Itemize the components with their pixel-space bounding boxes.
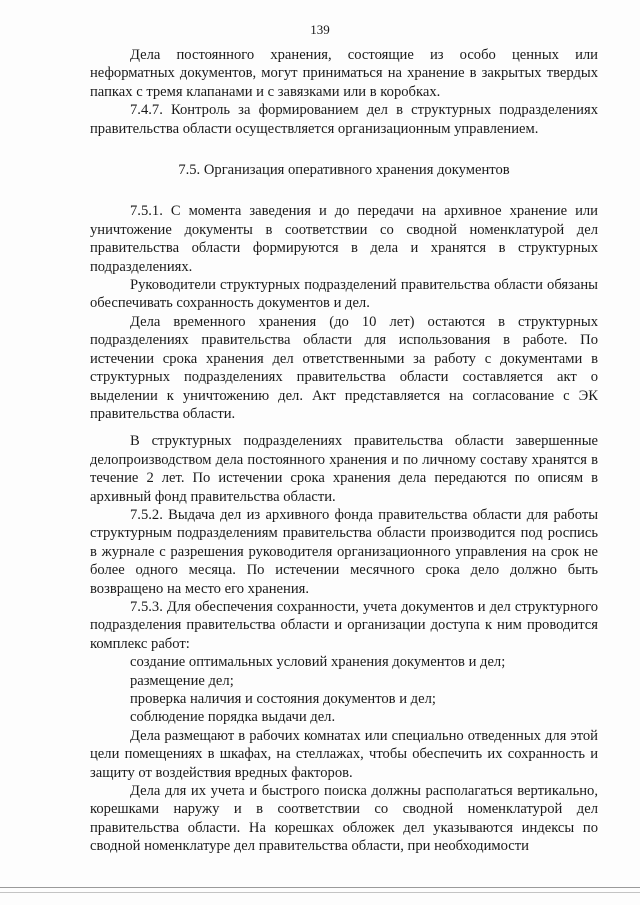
paragraph-heads-responsibility: Руководители структурных подразделений правительства области обязаны обеспечивать сохранность документов и дел. — [90, 277, 598, 312]
scan-edge-line — [0, 887, 640, 888]
list-item-inspection: проверка наличия и состояния документов и дел; — [130, 691, 436, 707]
paragraph-vertical-arrangement: Дела для их учета и быстрого поиска должны располагаться вертикально, корешками наружу и в соответствии со сводной номенклатурой дел правительства области. На корешках обложек дел указываются индексы по сводной номенклатуре дел правительства области, при необходимости — [90, 783, 598, 855]
paragraph-7-5-3: 7.5.3. Для обеспечения сохранности, учета документов и дел структурного подразделения правительства области и организации доступа к ним проводится комплекс работ: — [90, 598, 598, 652]
list-item-issue-order: соблюдение порядка выдачи дел. — [130, 709, 336, 726]
paragraph-permanent-storage: Дела постоянного хранения, состоящие из особо ценных или неформатных документов, могут приниматься на хранение в закрытых твердых папках с тремя клапанами и с завязками или в коробках. — [90, 47, 598, 100]
scan-edge-line-secondary — [0, 892, 640, 893]
page-number: 139 — [310, 22, 330, 37]
paragraph-placement-rooms: Дела размещают в рабочих комнатах или специально отведенных для этой цели помещениях в шкафах, на стеллажах, чтобы обеспечить их сохранность и защиту от воздействия вредных факторов. — [90, 727, 598, 781]
paragraph-temporary-storage: Дела временного хранения (до 10 лет) остаются в структурных подразделениях правительства области для использования в работе. По истечении срока хранения дел ответственными за работу с документами в структурных подразделениях правительства области составляется акт о выделении к уничтожению дел. Акт представляется на согласование с ЭК правительства области. — [90, 313, 598, 422]
paragraph-7-5-1: 7.5.1. С момента заведения и до передачи на архивное хранение или уничтожение документы в соответствии со сводной номенклатурой дел правительства области формируются в дела и хранятся в структурных подразделениях. — [90, 203, 598, 275]
paragraph-completed-cases: В структурных подразделениях правительства области завершенные делопроизводством дела постоянного хранения и по личному составу хранятся в течение 2 лет. По истечении срока хранения дела передаются по описям в архивный фонд правительства области. — [90, 433, 598, 505]
list-item-placement: размещение дел; — [130, 672, 234, 689]
paragraph-7-4-7: 7.4.7. Контроль за формированием дел в структурных подразделениях правительства области осуществляется организационным управлением. — [90, 102, 598, 137]
section-heading-7-5: 7.5. Организация оперативного хранения документов — [178, 162, 510, 179]
list-item-optimal-conditions: создание оптимальных условий хранения документов и дел; — [130, 654, 506, 671]
document-body — [90, 46, 598, 856]
paragraph-7-5-2: 7.5.2. Выдача дел из архивного фонда правительства области для работы структурным подразделениям правительства области производится под роспись в журнале с разрешения руководителя организационного управления на срок не более одного месяца. По истечении месячного срока дело должно быть возвращено на место его хранения. — [90, 506, 598, 597]
